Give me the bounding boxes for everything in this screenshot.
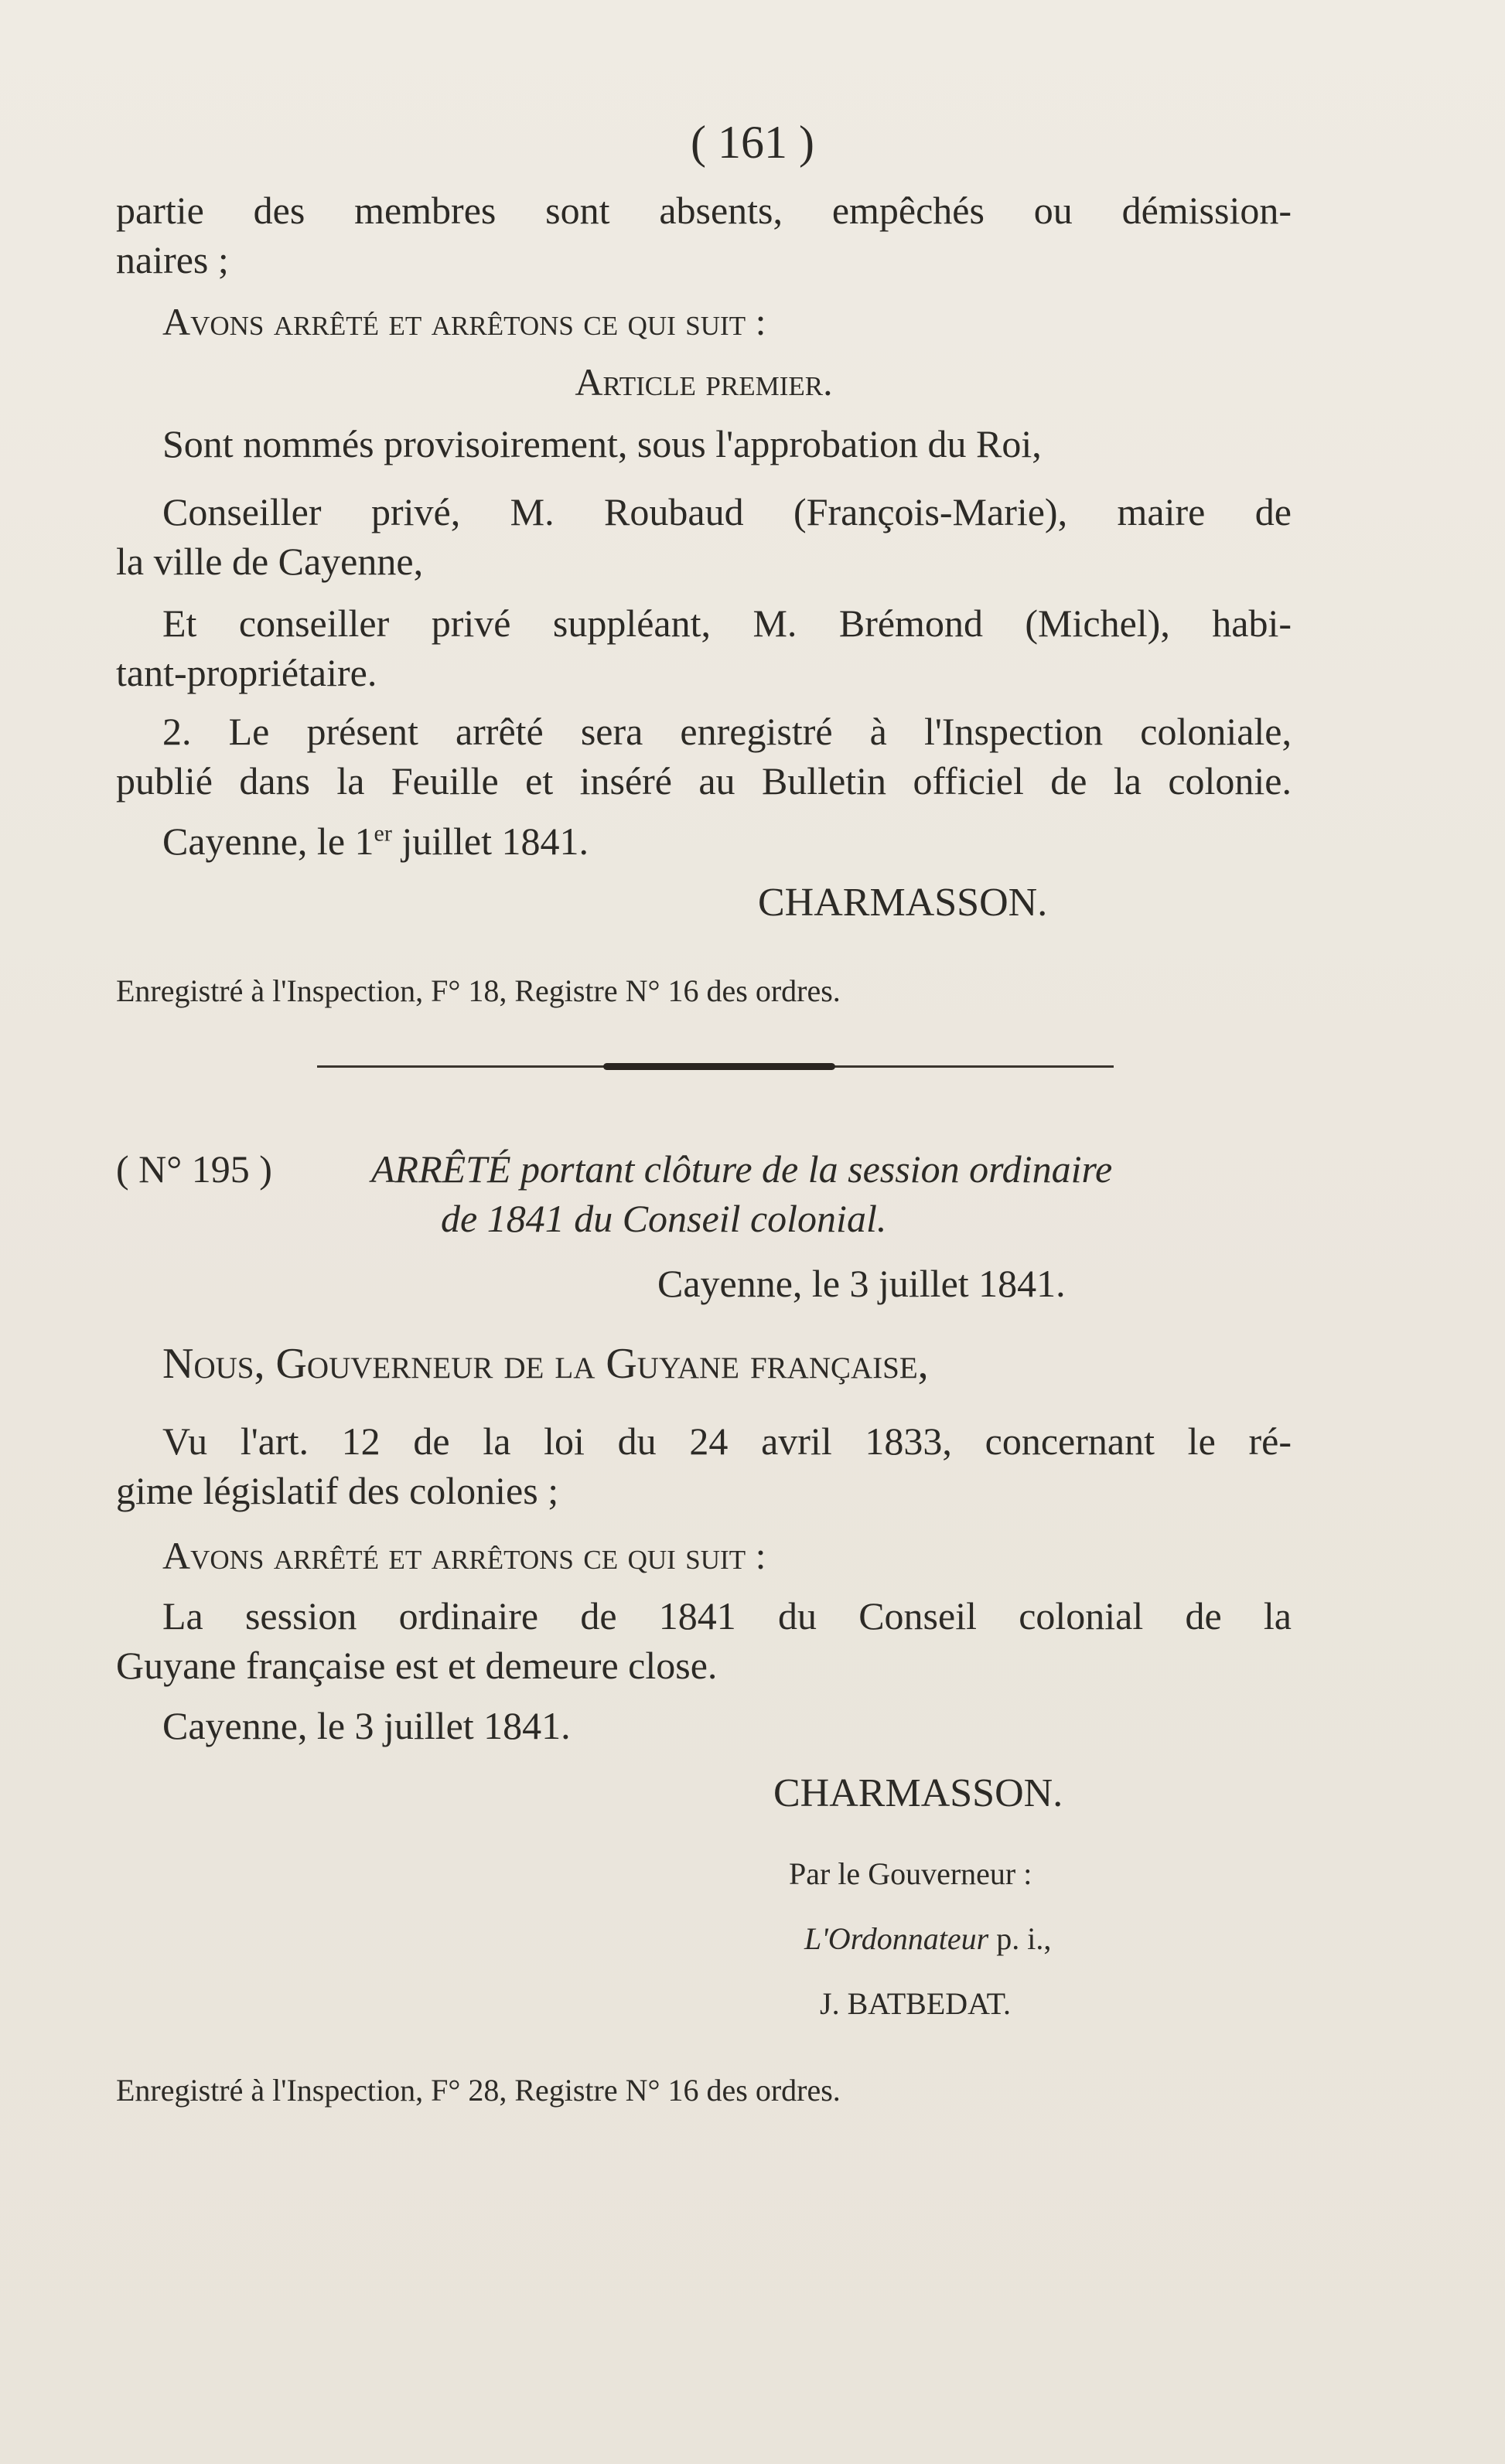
decree-date — [116, 816, 1292, 866]
section-divider — [317, 1065, 1114, 1068]
title-line: de 1841 du Conseil colonial. — [441, 1197, 887, 1240]
decree-number: ( N° 195 ) — [116, 1147, 272, 1191]
date-superscript: er — [374, 820, 392, 847]
decree-formula: Avons arrêté et arrêtons ce qui suit : — [162, 1534, 766, 1577]
paragraph-line: gime législatif des colonies ; — [116, 1469, 559, 1512]
paragraph-line: tant-propriétaire. — [116, 651, 377, 694]
decree-date: Cayenne, le 3 juillet 1841. — [162, 1704, 571, 1747]
decree-title — [116, 1144, 1292, 1243]
paragraph-line: naires ; — [116, 238, 229, 281]
date-prefix: Cayenne, le 1 — [162, 820, 374, 863]
ordonnateur-name: J. BATBEDAT. — [820, 1986, 1012, 2021]
paragraph-line: Et conseiller privé suppléant, M. Brémond (Michel), habi- — [162, 602, 1292, 645]
paragraph-line: 2. Le présent arrêté sera enregistré à l'Inspection coloniale, — [162, 710, 1292, 753]
page-number: ( 161 ) — [691, 117, 814, 168]
signature: CHARMASSON. — [773, 1771, 1063, 1815]
by-governor: Par le Gouverneur : — [789, 1856, 1032, 1891]
decree-date-line: Cayenne, le 3 juillet 1841. — [657, 1262, 1066, 1305]
paragraph-line: publié dans la Feuille et inséré au Bulletin officiel de la colonie. — [116, 759, 1292, 803]
registry-note: Enregistré à l'Inspection, F° 28, Registre N° 16 des ordres. — [116, 2073, 841, 2108]
paragraph-line: partie des membres sont absents, empêchés ou démission- — [116, 189, 1292, 232]
article-heading: Article premier. — [575, 360, 833, 404]
registry-note: Enregistré à l'Inspection, F° 18, Registre N° 16 des ordres. — [116, 973, 841, 1008]
title-line: ARRÊTÉ portant clôture de la session ordinaire — [371, 1147, 1113, 1191]
paragraph-line: Vu l'art. 12 de la loi du 24 avril 1833, concernant le ré- — [162, 1419, 1292, 1463]
ordonnateur-suffix: p. i., — [988, 1921, 1052, 1956]
paragraph-line: La session ordinaire de 1841 du Conseil colonial de la — [162, 1594, 1292, 1638]
paragraph-line: Conseiller privé, M. Roubaud (François-Marie), maire de — [162, 490, 1292, 533]
date-suffix: juillet 1841. — [391, 820, 589, 863]
ordonnateur-title: L'Ordonnateur — [804, 1921, 989, 1956]
ordonnateur — [804, 1920, 1051, 1957]
paragraph-line: la ville de Cayenne, — [116, 540, 424, 583]
signature: CHARMASSON. — [758, 881, 1048, 925]
preamble: Nous, Gouverneur de la Guyane française, — [162, 1340, 929, 1388]
paragraph-line: Guyane française est et demeure close. — [116, 1644, 718, 1687]
paragraph-line: Sont nommés provisoirement, sous l'approbation du Roi, — [162, 422, 1042, 465]
decree-formula: Avons arrêté et arrêtons ce qui suit : — [162, 300, 766, 343]
